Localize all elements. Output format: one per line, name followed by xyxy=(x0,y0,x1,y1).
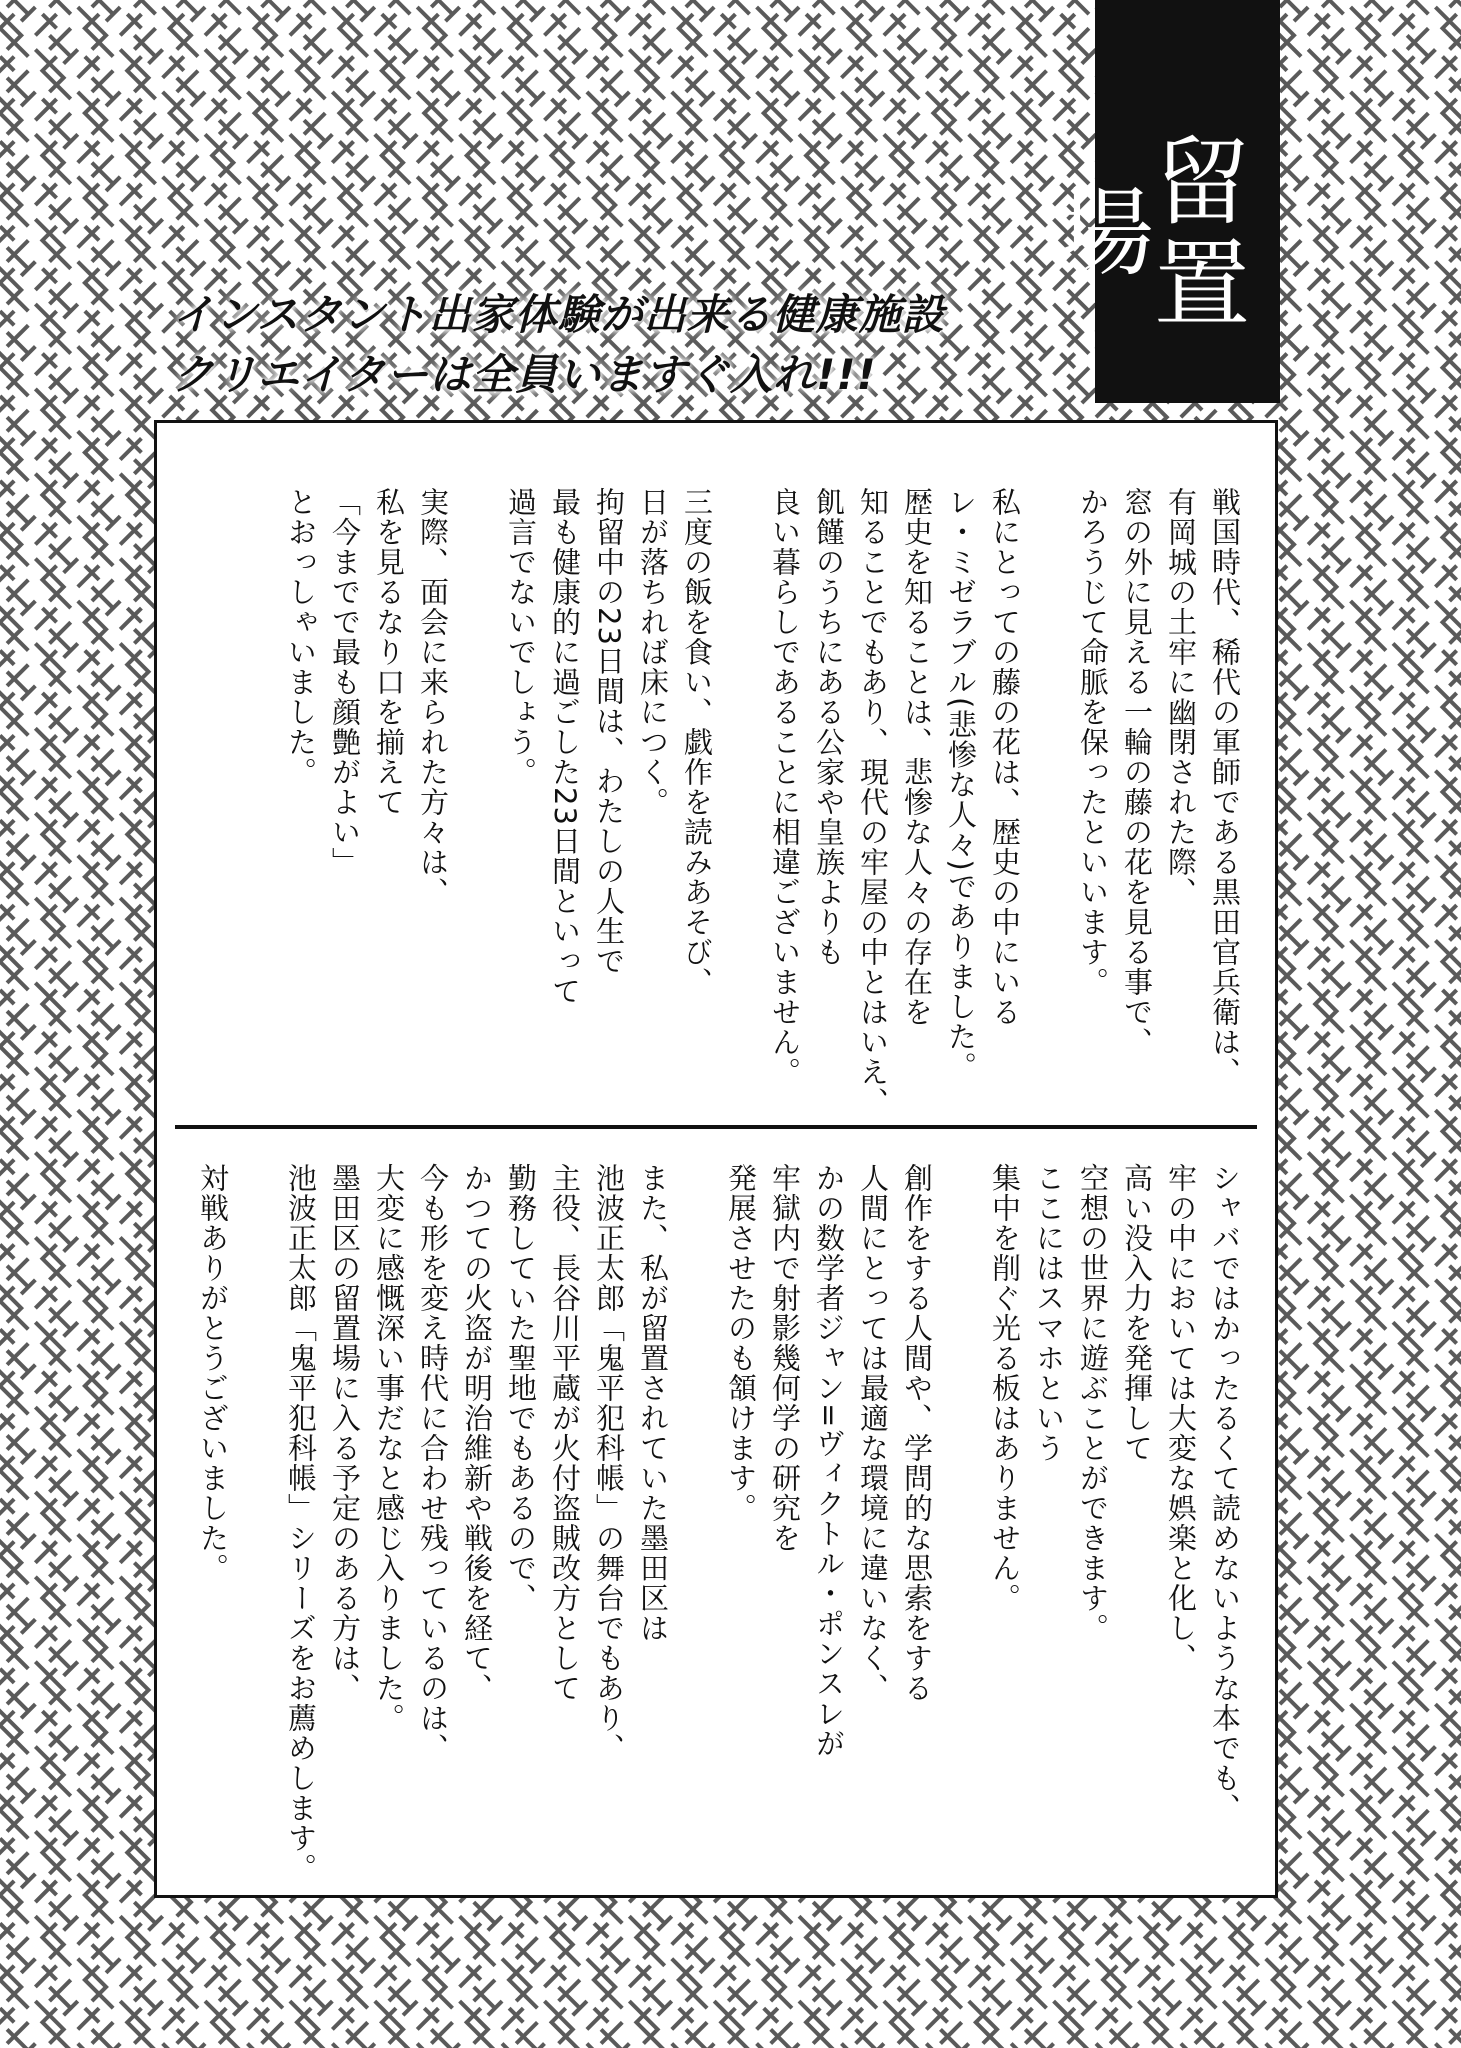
text-column: 歴史を知ることは、悲惨な人々の存在を xyxy=(900,487,934,1027)
text-column: とおっしゃいました。 xyxy=(284,487,318,787)
text-column: 高い没入力を発揮して xyxy=(1120,1163,1154,1463)
paragraph xyxy=(983,1163,1247,1863)
text-column: 飢饉のうちにある公家や皇族よりも xyxy=(812,487,846,967)
text-column: 実際、面会に来られた方々は、 xyxy=(416,487,450,907)
text-column: また、私が留置されていた墨田区は xyxy=(636,1163,670,1643)
text-column: 窓の外に見える一輪の藤の花を見る事で、 xyxy=(1120,487,1154,1057)
text-column: 人間にとっては最適な環境に違いなく、 xyxy=(856,1163,890,1703)
text-column: レ・ミゼラブル(悲惨な人々)でありました。 xyxy=(944,487,978,1082)
paragraph xyxy=(279,487,455,1087)
text-column: 私にとっての藤の花は、歴史の中にいる xyxy=(988,487,1022,1027)
text-column: ここにはスマホという xyxy=(1032,1163,1066,1463)
text-column: 勤務していた聖地でもあるので、 xyxy=(504,1163,538,1613)
text-column: 戦国時代、稀代の軍師である黒田官兵衛は、 xyxy=(1208,487,1242,1087)
text-column: 三度の飯を食い、戯作を読みあそび、 xyxy=(680,487,714,997)
text-column: 池波正太郎「鬼平犯科帳」シリーズをお薦めします。 xyxy=(284,1163,318,1883)
text-column: 墨田区の留置場に入る予定のある方は、 xyxy=(328,1163,362,1703)
paragraph xyxy=(191,1163,235,1863)
text-column: 牢の中においては大変な娯楽と化し、 xyxy=(1164,1163,1198,1673)
text-column: 集中を削ぐ光る板はありません。 xyxy=(988,1163,1022,1613)
text-column: 発展させたのも頷けます。 xyxy=(724,1163,758,1523)
paragraph xyxy=(763,487,1027,1117)
section-divider xyxy=(175,1125,1257,1129)
text-column: 知ることでもあり、現代の牢屋の中とはいえ、 xyxy=(856,487,890,1117)
text-column: 日が落ちれば床につく。 xyxy=(636,487,670,817)
text-column: かろうじて命脈を保ったといいます。 xyxy=(1076,487,1110,997)
text-column: 空想の世界に遊ぶことができます。 xyxy=(1076,1163,1110,1643)
paragraph xyxy=(279,1163,675,1883)
text-column: 有岡城の土牢に幽閉された際、 xyxy=(1164,487,1198,907)
text-column: 池波正太郎「鬼平犯科帳」の舞台でもあり、 xyxy=(592,1163,626,1763)
text-column: 対戦ありがとうございました。 xyxy=(196,1163,230,1583)
headline-line-2: クリエイターは全員いますぐ入れ!!! xyxy=(172,350,877,399)
article-section-bottom xyxy=(191,1163,1247,1883)
text-column: 私を見るなり口を揃えて xyxy=(372,487,406,817)
text-column: かの数学者ジャン=ヴィクトル・ポンスレが xyxy=(812,1163,846,1759)
paragraph xyxy=(1071,487,1247,1087)
text-column: 拘留中の23日間は、わたしの人生で xyxy=(592,487,626,976)
text-column: 良い暮らしであることに相違ございません。 xyxy=(768,487,802,1087)
text-column: シャバではかったるくて読めないような本でも、 xyxy=(1208,1163,1242,1823)
paragraph xyxy=(499,487,719,1087)
text-column: 牢獄内で射影幾何学の研究を xyxy=(768,1163,802,1553)
paragraph xyxy=(719,1163,939,1863)
page-title: 留置場 xyxy=(1042,131,1251,335)
text-column: かつての火盗が明治維新や戦後を経て、 xyxy=(460,1163,494,1703)
headline xyxy=(172,285,1072,405)
text-column: 過言でないでしょう。 xyxy=(504,487,538,787)
text-column: 今も形を変え時代に合わせ残っているのは、 xyxy=(416,1163,450,1763)
headline-line-1: インスタント出家体験が出来る健康施設 xyxy=(172,290,945,339)
title-block xyxy=(1042,0,1280,403)
text-column: 創作をする人間や、学問的な思索をする xyxy=(900,1163,934,1703)
text-column: 大変に感慨深い事だなと感じ入りました。 xyxy=(372,1163,406,1733)
text-column: 最も健康的に過ごした23日間といって xyxy=(548,487,582,1006)
text-column: 主役、長谷川平蔵が火付盗賊改方として xyxy=(548,1163,582,1703)
article-section-top xyxy=(279,487,1247,1117)
text-column: 「今までで最も顔艶がよい」 xyxy=(328,487,362,877)
article-box xyxy=(154,420,1278,1898)
